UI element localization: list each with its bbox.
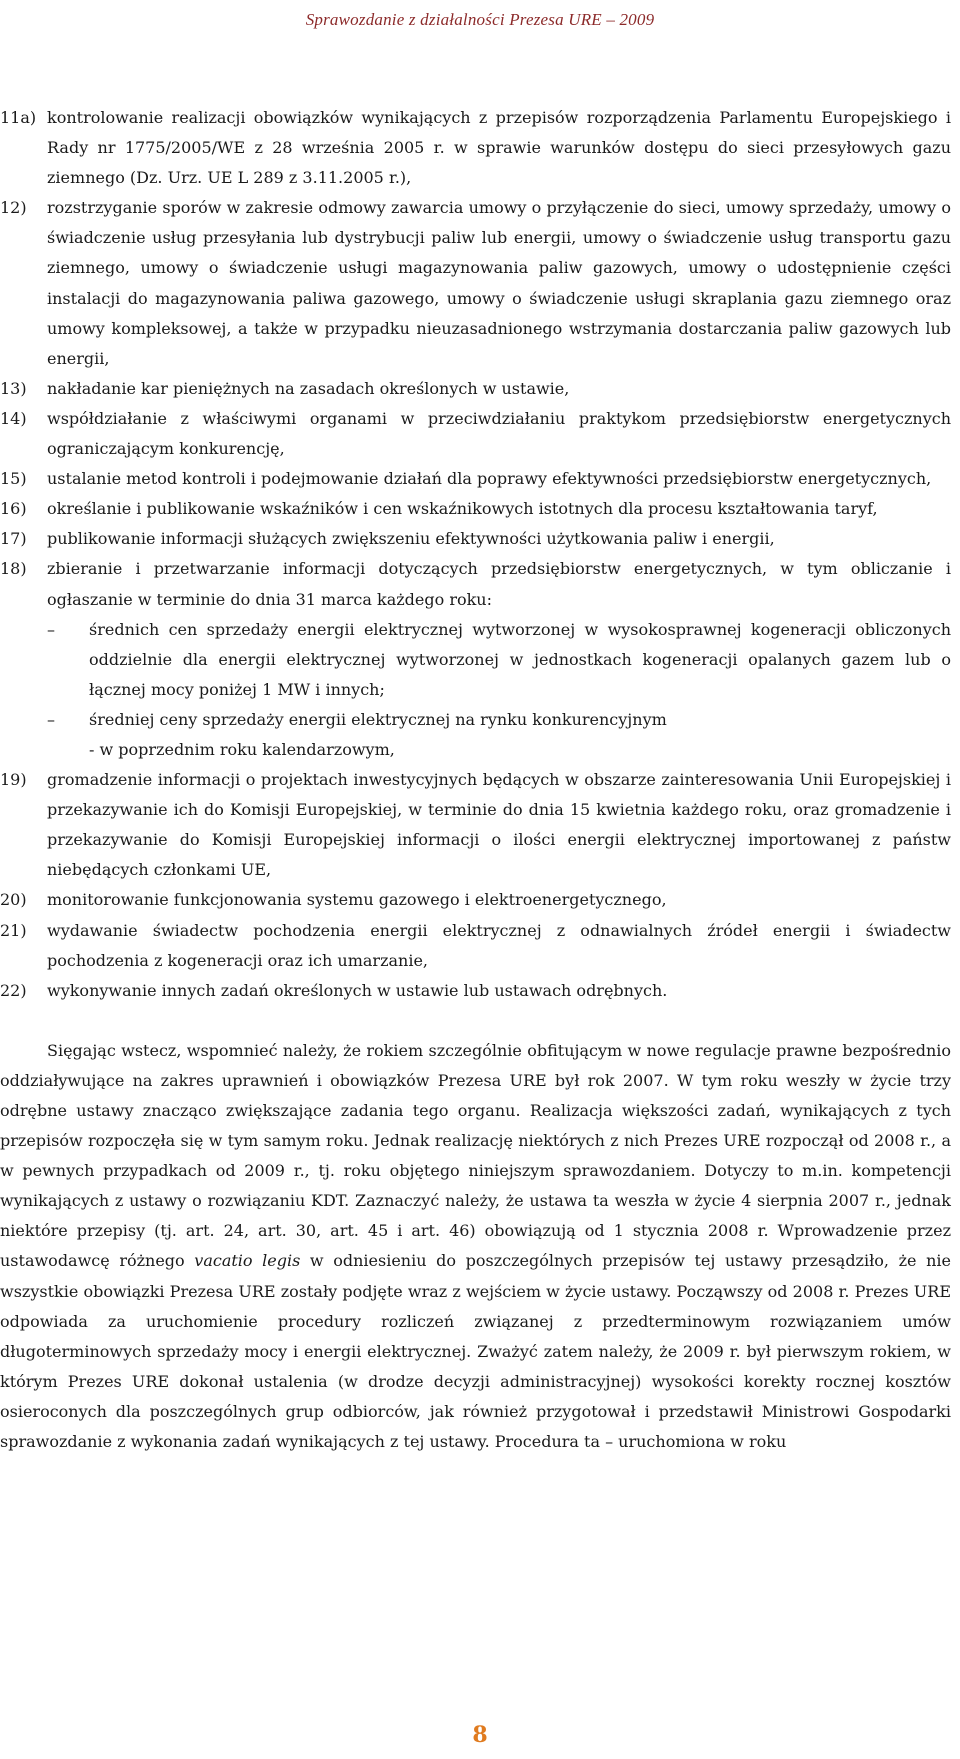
item-number: 15) <box>0 469 27 489</box>
item-number: 18) <box>0 559 27 579</box>
page-number: 8 <box>472 1722 488 1748</box>
item-text: zbieranie i przetwarzanie informacji dotyczących przedsiębiorstw energetycznych, w tym obliczanie i ogłaszanie w terminie do dnia 31 marca każdego roku: <box>47 559 951 609</box>
list-item <box>0 765 951 885</box>
item-text: wykonywanie innych zadań określonych w ustawie lub ustawach odrębnych. <box>47 980 668 1000</box>
sub-list-continuation: - w poprzednim roku kalendarzowym, <box>89 739 395 759</box>
item-number: 11a) <box>0 108 37 127</box>
item-number: 13) <box>0 378 27 398</box>
item-text: gromadzenie informacji o projektach inwestycyjnych będących w obszarze zainteresowania Unii Europejskiej i przekazywanie ich do Komisji Europejskiej, w terminie do dnia 15 kwietnia każdego roku, oraz gromadzenie i przekazywanie do Komisji Europejskiej informacji o ilości energii elektrycznej importowanej z państw niebędących członkami UE, <box>47 770 951 880</box>
list-item <box>0 464 951 494</box>
sub-item-text: średniej ceny sprzedaży energii elektrycznej na rynku konkurencyjnym <box>89 709 667 729</box>
item-text: kontrolowanie realizacji obowiązków wynikających z przepisów rozporządzenia Parlamentu Europejskiego i Rady nr 1775/2005/WE z 28 września 2005 r. w sprawie warunków dostępu do sieci przesyłowych gazu ziemnego (Dz. Urz. UE L 289 z 3.11.2005 r.), <box>47 108 951 188</box>
item-number: 14) <box>0 408 27 428</box>
sub-list-item <box>47 705 951 735</box>
sub-list-item <box>47 615 951 705</box>
paragraph-text-after: w odniesieniu do poszczególnych przepisów tej ustawy przesądziło, że nie wszystkie obowiązki Prezesa URE zostały podjęte wraz z wejściem w życie ustawy. Począwszy od 2008 r. Prezes URE odpowiada za uruchomienie procedury rozliczeń związanej z przedterminowym rozwiązaniem umów długoterminowych sprzedaży mocy i energii elektrycznej. Zważyć zatem należy, że 2009 r. był pierwszym rokiem, w którym Prezes URE dokonał ustalenia (w drodze decyzji administracyjnej) wysokości korekty rocznej kosztów osieroconych dla poszczególnych grup odbiorców, jak również przygotował i przedstawił Ministrowi Gospodarki sprawozdanie z wykonania zadań wynikających z tej ustawy. Procedura ta – uruchomiona w roku <box>0 1251 952 1452</box>
item-text: współdziałanie z właściwymi organami w przeciwdziałaniu praktykom przedsiębiorstw energetycznych ograniczającym konkurencję, <box>47 408 951 459</box>
sub-item-text: średnich cen sprzedaży energii elektrycznej wytworzonej w wysokosprawnej kogeneracji obliczonych oddzielnie dla energii elektrycznej wytworzonej w jednostkach kogeneracji opalanych gazem lub o łącznej mocy poniżej 1 MW i innych; <box>89 619 951 699</box>
task-list <box>0 103 951 1006</box>
list-item <box>0 976 951 1006</box>
item-text: publikowanie informacji służących zwiększeniu efektywności użytkowania paliw i energii, <box>47 529 775 549</box>
list-item <box>0 554 951 614</box>
item-number: 17) <box>0 529 27 549</box>
item-text: określanie i publikowanie wskaźników i cen wskaźnikowych istotnych dla procesu kształtowania taryf, <box>47 499 878 519</box>
list-item <box>0 524 951 554</box>
running-header: Sprawozdanie z działalności Prezesa URE – 2009 <box>305 10 655 29</box>
paragraph-text-before: Sięgając wstecz, wspomnieć należy, że rokiem szczególnie obfitującym w nowe regulacje prawne bezpośrednio oddziaływujące na zakres uprawnień i obowiązków Prezesa URE był rok 2007. W tym roku weszły w życie trzy odrębne ustawy znacząco zwiększające zadania tego organu. Realizacja większości zadań, wynikających z tych przepisów rozpoczęła się w tym samym roku. Jednak realizację niektórych z nich Prezes URE rozpoczął od 2008 r., a w pewnych przypadkach od 2009 r., tj. roku objętego niniejszym sprawozdaniem. Dotyczy to m.in. kompetencji wynikających z ustawy o rozwiązaniu KDT. Zaznaczyć należy, że ustawa ta weszła w życie 4 sierpnia 2007 r., jednak niektóre przepisy (tj. art. 24, art. 30, art. 45 i art. 46) obowiązują od 1 stycznia 2008 r. Wprowadzenie przez ustawodawcę różnego <box>0 1040 951 1271</box>
item-text: wydawanie świadectw pochodzenia energii elektrycznej z odnawialnych źródeł energii i świadectw pochodzenia z kogeneracji oraz ich umarzanie, <box>47 920 951 970</box>
list-item <box>0 193 951 374</box>
list-item <box>0 885 951 915</box>
item-number: 21) <box>0 920 27 940</box>
item-text: ustalanie metod kontroli i podejmowanie działań dla poprawy efektywności przedsiębiorstw energetycznych, <box>47 469 932 489</box>
list-item <box>0 103 951 193</box>
dash-bullet: – <box>47 709 55 729</box>
item-number: 12) <box>0 198 27 218</box>
item-text: rozstrzyganie sporów w zakresie odmowy zawarcia umowy o przyłączenie do sieci, umowy sprzedaży, umowy o świadczenie usług przesyłania lub dystrybucji paliw lub energii, umowy o świadczenie usług transportu gazu ziemnego, umowy o świadczenie usługi magazynowania paliw gazowych, umowy o udostępnienie części instalacji do magazynowania paliwa gazowego, umowy o świadczenie usługi skraplania gazu ziemnego oraz umowy kompleksowej, a także w przypadku nieuzasadnionego wstrzymania dostarczania paliw gazowych lub energii, <box>47 198 951 368</box>
list-item <box>0 494 951 524</box>
item-number: 16) <box>0 499 27 519</box>
paragraph-italic-term: vacatio legis <box>194 1251 301 1271</box>
list-item <box>0 404 951 464</box>
item-number: 22) <box>0 980 27 1000</box>
document-body <box>0 103 951 1473</box>
item-text: nakładanie kar pieniężnych na zasadach określonych w ustawie, <box>47 378 570 398</box>
list-item <box>0 916 951 976</box>
dash-bullet: – <box>47 619 55 639</box>
body-paragraph <box>0 1036 951 1457</box>
item-text: monitorowanie funkcjonowania systemu gazowego i elektroenergetycznego, <box>47 890 667 910</box>
list-item <box>0 374 951 404</box>
item-number: 20) <box>0 890 27 910</box>
item-number: 19) <box>0 770 27 790</box>
